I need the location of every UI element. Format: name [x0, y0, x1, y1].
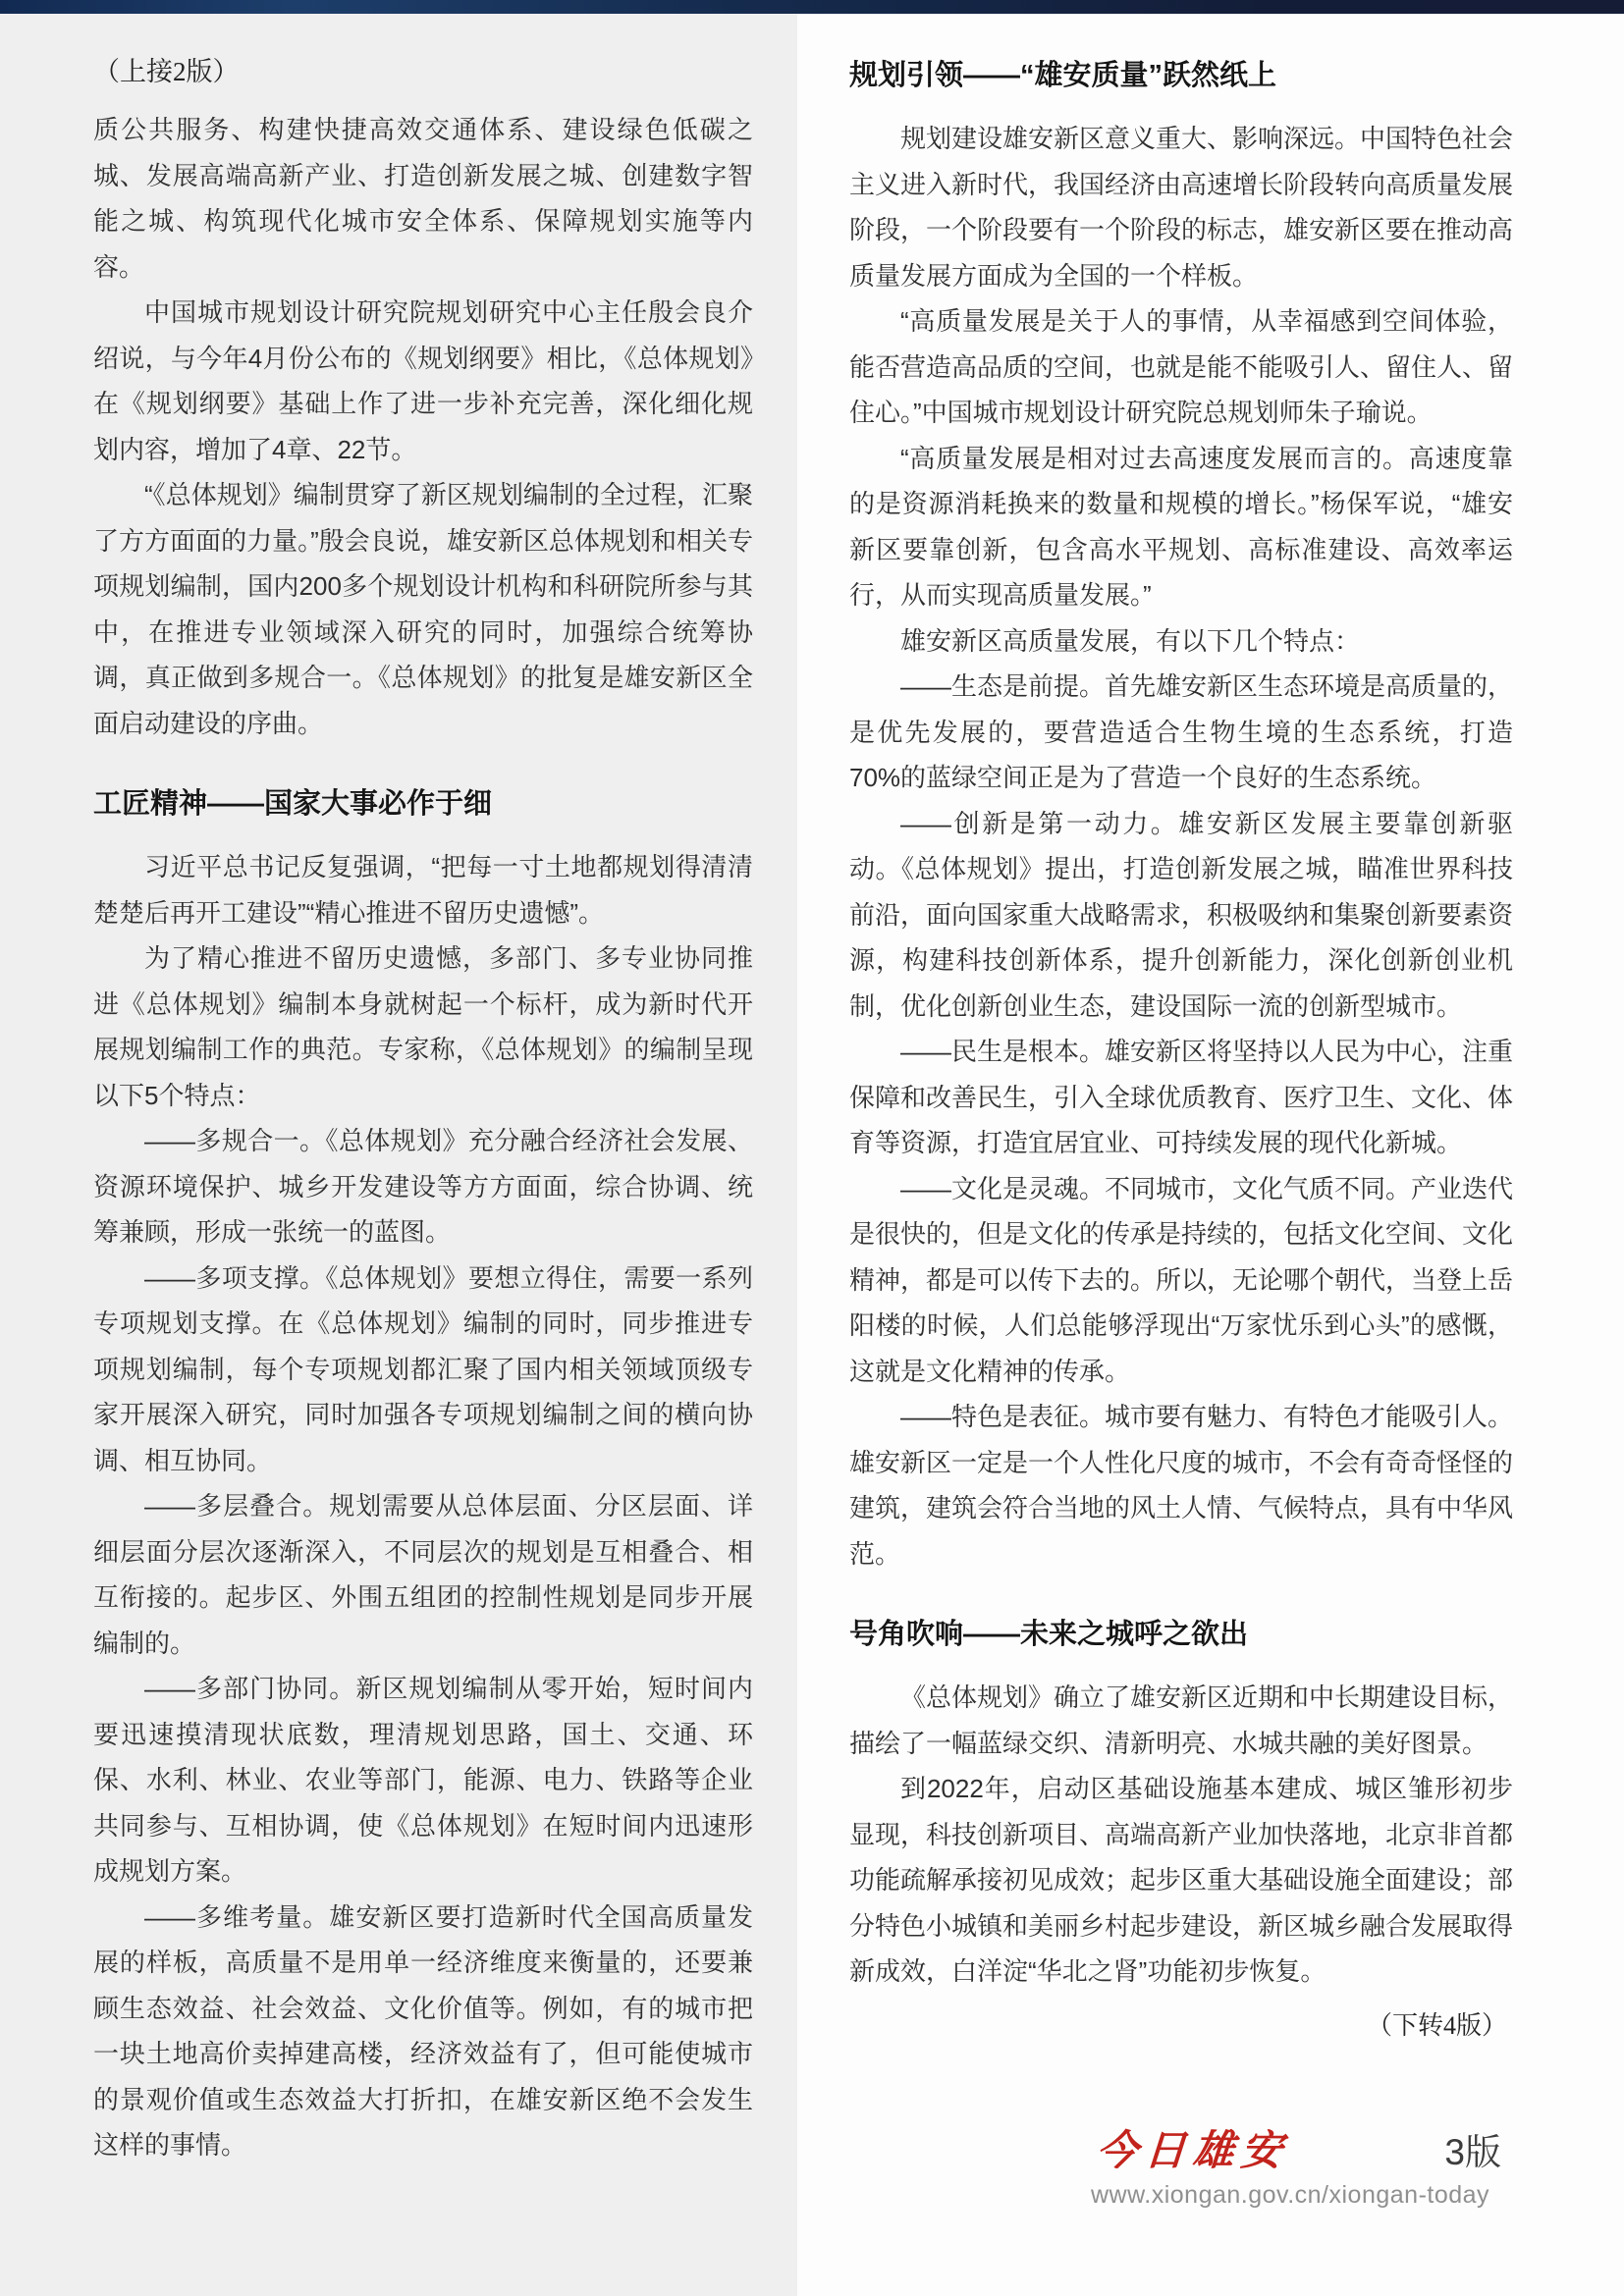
paragraph: ——多部门协同。新区规划编制从零开始，短时间内要迅速摸清现状底数，理清规划思路，国土、交通、环保、水利、林业、农业等部门，能源、电力、铁路等企业共同参与、互相协调，使《总体规划》在短时间内迅速形成规划方案。	[93, 1674, 753, 1886]
right-paragraphs-future	[849, 1675, 1513, 1995]
paragraph: 习近平总书记反复强调，“把每一寸土地都规划得清清楚楚后再开工建设”“精心推进不留历史遗憾”。	[93, 852, 753, 928]
paragraph: 规划建设雄安新区意义重大、影响深远。中国特色社会主义进入新时代，我国经济由高速增长阶段转向高质量发展阶段，一个阶段要有一个阶段的标志，雄安新区要在推动高质量发展方面成为全国的一个样板。	[849, 124, 1514, 291]
left-paragraphs-top	[93, 107, 753, 746]
section-heading-quality: 规划引领——“雄安质量”跃然纸上	[849, 60, 1277, 91]
page-number: 3版	[1444, 2132, 1501, 2172]
left-column	[93, 54, 753, 2168]
right-column	[849, 57, 1513, 2044]
paragraph: ——多层叠合。规划需要从总体层面、分区层面、详细层面分层次逐渐深入，不同层次的规划是互相叠合、相互衔接的。起步区、外围五组团的控制性规划是同步开展编制的。	[93, 1491, 753, 1658]
paragraph: ——创新是第一动力。雄安新区发展主要靠创新驱动。《总体规划》提出，打造创新发展之城，瞄准世界科技前沿，面向国家重大战略需求，积极吸纳和集聚创新要素资源，构建科技创新体系，提升创新能力，深化创新创业机制，优化创新创业生态，建设国际一流的创新型城市。	[849, 808, 1514, 1021]
top-blue-bar	[0, 0, 1624, 14]
section-heading-future: 号角吹响——未来之城呼之欲出	[849, 1619, 1249, 1650]
paragraph: ——多规合一。《总体规划》充分融合经济社会发展、资源环境保护、城乡开发建设等方方面面，综合协调、统筹兼顾，形成一张统一的蓝图。	[93, 1126, 753, 1247]
paragraph: 为了精心推进不留历史遗憾，多部门、多专业协同推进《总体规划》编制本身就树起一个标杆，成为新时代开展规划编制工作的典范。专家称，《总体规划》的编制呈现以下5个特点：	[93, 943, 753, 1110]
paragraph: 质公共服务、构建快捷高效交通体系、建设绿色低碳之城、发展高端高新产业、打造创新发展之城、创建数字智能之城、构筑现代化城市安全体系、保障规划实施等内容。	[93, 115, 753, 282]
right-paragraphs-quality	[849, 116, 1513, 1576]
site-url: www.xiongan.gov.cn/xiongan-today	[1091, 2181, 1490, 2209]
left-paragraphs-craftsmanship	[93, 844, 753, 2168]
paragraph: ——生态是前提。首先雄安新区生态环境是高质量的，是优先发展的，要营造适合生物生境的生态系统，打造70%的蓝绿空间正是为了营造一个良好的生态系统。	[849, 671, 1514, 792]
paragraph: 到2022年，启动区基础设施基本建成、城区雏形初步显现，科技创新项目、高端高新产业加快落地，北京非首都功能疏解承接初见成效；起步区重大基础设施全面建设；部分特色小城镇和美丽乡村起步建设，新区城乡融合发展取得新成效，白洋淀“华北之肾”功能初步恢复。	[849, 1774, 1514, 1986]
paragraph: ——多项支撑。《总体规划》要想立得住，需要一系列专项规划支撑。在《总体规划》编制的同时，同步推进专项规划编制，每个专项规划都汇聚了国内相关领域顶级专家开展深入研究，同时加强各专项规划编制之间的横向协调、相互协同。	[93, 1262, 753, 1475]
paragraph: “高质量发展是相对过去高速度发展而言的。高速度靠的是资源消耗换来的数量和规模的增长。”杨保军说，“雄安新区要靠创新，包含高水平规划、高标准建设、高效率运行，从而实现高质量发展。”	[849, 443, 1513, 610]
paragraph: ——多维考量。雄安新区要打造新时代全国高质量发展的样板，高质量不是用单一经济维度来衡量的，还要兼顾生态效益、社会效益、文化价值等。例如，有的城市把一块土地高价卖掉建高楼，经济效益有了，但可能使城市的景观价值或生态效益大打折扣，在雄安新区绝不会发生这样的事情。	[93, 1901, 753, 2160]
page-footer	[849, 2118, 1513, 2210]
masthead-logo: 今日雄安	[1095, 2126, 1291, 2174]
continued-from-note: （上接2版）	[93, 57, 240, 86]
section-heading-craftsmanship: 工匠精神——国家大事必作于细	[93, 788, 493, 820]
footer-masthead-row	[849, 2118, 1513, 2177]
continued-to-note: （下转4版）	[1366, 2010, 1507, 2040]
paragraph: ——文化是灵魂。不同城市，文化气质不同。产业迭代是很快的，但是文化的传承是持续的，包括文化空间、文化精神，都是可以传下去的。所以，无论哪个朝代，当登上岳阳楼的时候，人们总能够浮现出“万家忧乐到心头”的感慨，这就是文化精神的传承。	[849, 1173, 1514, 1386]
paragraph: ——民生是根本。雄安新区将坚持以人民为中心，注重保障和改善民生，引入全球优质教育、医疗卫生、文化、体育等资源，打造宜居宜业、可持续发展的现代化新城。	[849, 1037, 1514, 1157]
paragraph: 中国城市规划设计研究院规划研究中心主任殷会良介绍说，与今年4月份公布的《规划纲要》相比，《总体规划》在《规划纲要》基础上作了进一步补充完善，深化细化规划内容，增加了4章、22节。	[93, 297, 753, 464]
paragraph: “《总体规划》编制贯穿了新区规划编制的全过程，汇聚了方方面面的力量。”殷会良说，雄安新区总体规划和相关专项规划编制，国内200多个规划设计机构和科研院所参与其中，在推进专业领域深入研究的同时，加强综合统筹协调，真正做到多规合一。《总体规划》的批复是雄安新区全面启动建设的序曲。	[93, 480, 753, 738]
paragraph: 雄安新区高质量发展，有以下几个特点：	[900, 625, 1361, 656]
paragraph: 《总体规划》确立了雄安新区近期和中长期建设目标，描绘了一幅蓝绿交织、清新明亮、水城共融的美好图景。	[849, 1682, 1514, 1758]
paragraph: ——特色是表征。城市要有魅力、有特色才能吸引人。雄安新区一定是一个人性化尺度的城市，不会有奇奇怪怪的建筑，建筑会符合当地的风土人情、气候特点，具有中华风范。	[849, 1402, 1514, 1569]
paragraph: “高质量发展是关于人的事情，从幸福感到空间体验，能否营造高品质的空间，也就是能不能吸引人、留住人、留住心。”中国城市规划设计研究院总规划师朱子瑜说。	[849, 306, 1514, 427]
